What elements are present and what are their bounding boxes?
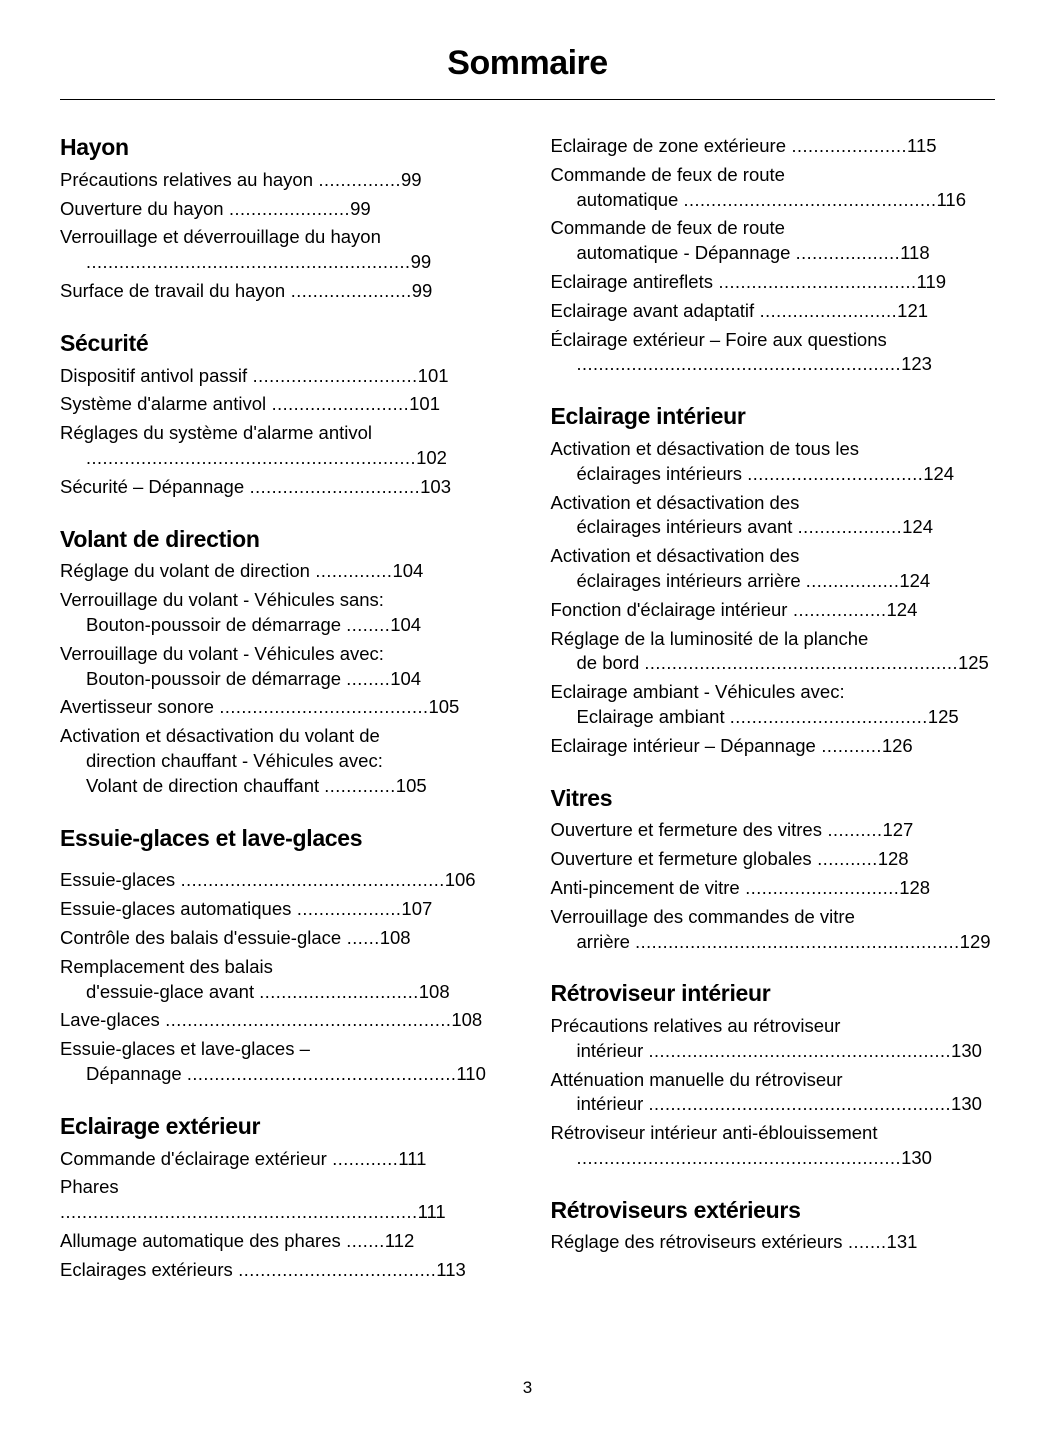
- toc-section-heading: Essuie-glaces et lave-glaces: [60, 824, 363, 851]
- toc-entry[interactable]: [60, 588, 505, 638]
- toc-leader-dots: .......: [340, 1231, 385, 1252]
- toc-leader-dots: ............................: [739, 878, 900, 898]
- toc-entry-title: Contrôle des balais d'essuie-glace: [60, 927, 342, 948]
- toc-entry[interactable]: [551, 270, 996, 295]
- toc-page-number: 123: [901, 353, 932, 375]
- toc-entry[interactable]: [60, 421, 505, 471]
- toc-entry-title: Phares: [60, 1176, 119, 1198]
- toc-entry-continuation: automatique - Dépannage ...................118: [576, 242, 930, 264]
- toc-entry[interactable]: [60, 724, 505, 798]
- toc-section: [551, 980, 996, 1170]
- toc-entry-title: Eclairage antireflets: [550, 271, 713, 292]
- toc-leader-dots: ....................................: [712, 272, 917, 292]
- toc-entry[interactable]: [60, 1175, 505, 1225]
- toc-entry-continuation: intérieur .......................................................130: [576, 1039, 982, 1061]
- toc-page-number: 121: [897, 299, 929, 321]
- toc-entry[interactable]: [60, 695, 505, 720]
- toc-page-number: 124: [886, 598, 918, 620]
- toc-entry-title: Eclairage de zone extérieure: [550, 135, 787, 156]
- toc-entry[interactable]: [551, 734, 996, 759]
- toc-entry[interactable]: [60, 168, 505, 193]
- toc-entry[interactable]: [60, 1037, 505, 1087]
- toc-page-number: 105: [428, 696, 460, 718]
- toc-entry-title: Lave-glaces: [60, 1009, 160, 1031]
- toc-page-number: 106: [444, 869, 476, 891]
- toc-entry-continuation: Volant de direction chauffant .............105: [86, 774, 427, 796]
- toc-section: [60, 134, 505, 304]
- toc-page-number: 126: [881, 734, 913, 756]
- toc-entry[interactable]: [60, 225, 505, 275]
- toc-entry-title: Eclairage ambiant - Véhicules avec:: [550, 681, 845, 703]
- toc-leader-dots: ......: [341, 928, 380, 948]
- toc-entry-title: Précautions relatives au hayon: [60, 168, 313, 190]
- toc-entry-continuation: [551, 1146, 996, 1171]
- toc-leader-dots: .........................................................: [644, 653, 958, 674]
- toc-page-number: 107: [401, 898, 433, 920]
- toc-entry-title: Anti-pincement de vitre: [550, 877, 740, 898]
- toc-page-number: 125: [927, 705, 959, 727]
- toc-entry-title: Atténuation manuelle du rétroviseur: [550, 1068, 843, 1090]
- toc-page-number: 103: [420, 475, 452, 497]
- toc-entry-title: Activation et désactivation des: [550, 491, 800, 513]
- toc-leader-dots: .......................................................: [648, 1094, 952, 1115]
- toc-entry[interactable]: [60, 197, 505, 222]
- toc-leader-dots: ...........................................................: [86, 252, 411, 273]
- toc-entry[interactable]: [551, 134, 996, 159]
- toc-leader-dots: ...........................................................: [576, 1147, 902, 1168]
- toc-page-number: 112: [384, 1230, 415, 1252]
- toc-leader-dots: ............................................................: [86, 448, 417, 468]
- toc-leader-dots: ....................................: [729, 706, 928, 727]
- toc-page-number: 124: [899, 569, 931, 591]
- toc-entry[interactable]: [551, 437, 996, 487]
- toc-entry[interactable]: [60, 642, 505, 692]
- toc-page-number: 130: [951, 1039, 982, 1061]
- toc-leader-dots: ......................: [285, 281, 412, 301]
- toc-page-number: 99: [410, 251, 432, 273]
- toc-entry-title: Surface de travail du hayon: [60, 280, 286, 301]
- toc-entry[interactable]: [551, 216, 996, 266]
- toc-leader-dots: ...................: [291, 899, 402, 920]
- toc-section: [60, 825, 505, 1087]
- toc-leader-dots: ...............................: [244, 476, 421, 497]
- toc-entry[interactable]: [551, 491, 996, 541]
- toc-leader-dots: ..........: [821, 820, 883, 841]
- toc-column-left: [60, 134, 505, 1309]
- toc-entry[interactable]: [60, 1258, 505, 1283]
- toc-entry[interactable]: [60, 475, 505, 500]
- toc-entry[interactable]: [551, 1014, 996, 1064]
- toc-page-number: 101: [417, 364, 449, 386]
- toc-entry[interactable]: [60, 279, 505, 304]
- toc-entry-title: Activation et désactivation du volant de: [60, 725, 380, 747]
- toc-entry-title: Ouverture du hayon: [60, 197, 224, 219]
- toc-entry[interactable]: [551, 876, 996, 901]
- toc-leader-dots: ....................................: [232, 1260, 437, 1281]
- toc-leader-dots: .................: [805, 570, 900, 591]
- toc-entry-continuation: automatique ..............................................116: [576, 188, 967, 210]
- toc-entry-title: Réglage du volant de direction: [60, 560, 310, 582]
- toc-entry-title: Essuie-glaces automatiques: [60, 898, 292, 920]
- toc-entry-continuation: d'essuie-glace avant .............................108: [86, 980, 450, 1002]
- toc-section-heading: Vitres: [550, 784, 613, 811]
- toc-leader-dots: ............: [326, 1148, 399, 1169]
- toc-leader-dots: ...................: [797, 517, 903, 538]
- toc-entry-title: Commande de feux de route: [550, 163, 785, 185]
- toc-entry[interactable]: [551, 598, 996, 623]
- toc-entry-title: Verrouillage du volant - Véhicules avec:: [60, 642, 384, 664]
- toc-page-number: 128: [877, 848, 909, 870]
- toc-page-number: 124: [923, 462, 955, 484]
- toc-entry-continuation: de bord .........................................................125: [576, 652, 989, 674]
- toc-leader-dots: ..............................: [247, 365, 418, 386]
- toc-section-heading: Eclairage extérieur: [60, 1112, 261, 1139]
- toc-page-number: 108: [451, 1009, 483, 1031]
- toc-entry-title: Éclairage extérieur – Foire aux questions: [550, 328, 887, 350]
- toc-leader-dots: ...................: [795, 243, 901, 264]
- toc-entry-title: Avertisseur sonore: [60, 696, 214, 718]
- toc-leader-dots: ....................................................: [159, 1010, 452, 1031]
- toc-entry-title: Réglage de la luminosité de la planche: [550, 627, 869, 649]
- toc-entry[interactable]: [551, 1121, 996, 1171]
- page-title: Sommaire: [447, 44, 608, 82]
- toc-page-number: 104: [390, 614, 422, 635]
- toc-entry-continuation: Dépannage .................................................110: [86, 1063, 486, 1084]
- toc-entry-title: Essuie-glaces: [60, 869, 176, 891]
- toc-page-number: 128: [899, 877, 931, 898]
- toc-entry[interactable]: [60, 926, 505, 951]
- toc-entry[interactable]: [60, 364, 505, 389]
- toc-entry-continuation: [551, 352, 996, 377]
- toc-section-heading: Eclairage intérieur: [550, 403, 746, 430]
- toc-section: [60, 1113, 505, 1283]
- toc-entry-title: Précautions relatives au rétroviseur: [550, 1015, 841, 1037]
- toc-page-number: 129: [959, 930, 991, 952]
- toc-entry-title: Dispositif antivol passif: [60, 364, 248, 386]
- toc-section-heading: Rétroviseurs extérieurs: [550, 1196, 801, 1223]
- toc-leader-dots: ................................................: [175, 870, 445, 891]
- toc-leader-dots: ...........: [815, 735, 882, 756]
- title-divider: [60, 99, 995, 100]
- toc-entry-title: Remplacement des balais: [60, 955, 273, 977]
- toc-page-number: 111: [398, 1147, 427, 1169]
- toc-entry-title: Sécurité – Dépannage: [60, 475, 245, 497]
- toc-leader-dots: ...........................................................: [635, 931, 960, 952]
- toc-leader-dots: .........................: [754, 300, 898, 321]
- toc-leader-dots: .............................: [259, 981, 419, 1002]
- toc-page-number: 130: [901, 1146, 932, 1168]
- toc-entry-title: Essuie-glaces et lave-glaces –: [60, 1038, 310, 1060]
- toc-entry-continuation: arrière ...........................................................129: [576, 930, 991, 952]
- toc-entry[interactable]: [551, 627, 996, 677]
- toc-page-number: 104: [392, 560, 424, 582]
- toc-entry-continuation: Eclairage ambiant ....................................125: [576, 705, 959, 727]
- toc-entry[interactable]: [551, 328, 996, 378]
- toc-entry[interactable]: [60, 1147, 505, 1172]
- toc-page-number: 131: [886, 1231, 918, 1253]
- toc-page-number: 110: [456, 1063, 486, 1084]
- toc-entry-title: Allumage automatique des phares: [60, 1230, 341, 1252]
- toc-page-number: 115: [907, 135, 937, 156]
- toc-page-number: 108: [379, 927, 411, 948]
- toc-section-heading: Volant de direction: [60, 525, 260, 552]
- toc-entry-title: Commande d'éclairage extérieur: [60, 1147, 327, 1169]
- toc-page-number: 105: [395, 774, 427, 796]
- toc-page-number: 116: [936, 188, 967, 210]
- toc-page-number: 113: [436, 1259, 466, 1281]
- toc-page-number: 119: [916, 271, 947, 292]
- toc-column-right: [551, 134, 996, 1309]
- toc-entry-continuation: Bouton-poussoir de démarrage ........104: [86, 614, 422, 635]
- toc-entry-title: Eclairage intérieur – Dépannage: [550, 734, 816, 756]
- toc-entry[interactable]: [60, 1008, 505, 1033]
- toc-entry-title: Fonction d'éclairage intérieur: [550, 598, 788, 620]
- toc-entry-title: Commande de feux de route: [550, 217, 785, 239]
- toc-entry-title: Verrouillage des commandes de vitre: [550, 905, 855, 927]
- toc-entry[interactable]: [60, 868, 505, 893]
- toc-section: [60, 330, 505, 500]
- toc-entry-title: Activation et désactivation de tous les: [550, 438, 860, 459]
- toc-page-number: 99: [401, 168, 422, 190]
- toc-entry[interactable]: [551, 905, 996, 955]
- toc-page-number: 127: [882, 819, 914, 841]
- toc-leader-dots: ..............................................: [683, 189, 937, 210]
- toc-leader-dots: .................................................................: [60, 1202, 418, 1223]
- toc-leader-dots: .....................: [786, 136, 908, 156]
- toc-entry[interactable]: [60, 955, 505, 1005]
- toc-page-number: 124: [902, 516, 933, 538]
- toc-leader-dots: ......................: [223, 198, 351, 219]
- toc-leader-dots: .............: [324, 775, 396, 796]
- page-number: 3: [522, 1378, 533, 1397]
- toc-leader-dots: ...........: [811, 849, 878, 870]
- toc-page-number: 125: [957, 652, 989, 674]
- toc-columns: [60, 134, 995, 1309]
- toc-leader-dots: .................................................: [186, 1064, 457, 1084]
- toc-entry[interactable]: [60, 1229, 505, 1254]
- toc-page-number: 130: [951, 1093, 982, 1115]
- toc-leader-dots: ...............: [312, 169, 401, 190]
- toc-page-number: 101: [409, 393, 440, 415]
- toc-section: [551, 403, 996, 758]
- toc-page-number: 111: [417, 1201, 446, 1223]
- toc-entry[interactable]: [551, 818, 996, 843]
- toc-entry[interactable]: [551, 1230, 996, 1255]
- toc-leader-dots: ...........................................................: [576, 354, 902, 375]
- toc-entry-title: Ouverture et fermeture des vitres: [550, 819, 822, 841]
- toc-leader-dots: ........: [346, 615, 391, 635]
- toc-entry[interactable]: [551, 1068, 996, 1118]
- toc-entry-title: Activation et désactivation des: [550, 545, 800, 567]
- toc-entry-continuation: [60, 250, 505, 275]
- toc-entry-title: Système d'alarme antivol: [60, 393, 267, 415]
- toc-page-number: 102: [416, 447, 447, 468]
- toc-leader-dots: .......................................................: [648, 1040, 952, 1061]
- toc-entry-title: Eclairage avant adaptatif: [550, 299, 755, 321]
- toc-page-number: 99: [350, 197, 371, 219]
- toc-entry-title: Verrouillage et déverrouillage du hayon: [60, 226, 381, 248]
- toc-section-heading: Rétroviseur intérieur: [550, 980, 771, 1007]
- toc-entry[interactable]: [60, 392, 505, 417]
- toc-entry[interactable]: [60, 897, 505, 922]
- toc-entry-title: Réglages du système d'alarme antivol: [60, 422, 373, 444]
- toc-entry-continuation: direction chauffant - Véhicules avec:: [86, 750, 383, 771]
- toc-entry[interactable]: [551, 847, 996, 872]
- toc-entry[interactable]: [60, 559, 505, 584]
- toc-entry[interactable]: [551, 163, 996, 213]
- toc-section-heading: Sécurité: [60, 329, 149, 356]
- toc-entry[interactable]: [551, 299, 996, 324]
- toc-section: [551, 785, 996, 955]
- toc-entry-title: Rétroviseur intérieur anti-éblouissement: [550, 1122, 878, 1144]
- toc-leader-dots: ..............: [309, 561, 393, 582]
- toc-entry-continuation: éclairages intérieurs arrière .................124: [576, 569, 931, 591]
- toc-entry-title: Réglage des rétroviseurs extérieurs: [550, 1231, 843, 1253]
- toc-section: [551, 1197, 996, 1256]
- toc-entry-continuation: Bouton-poussoir de démarrage ........104: [86, 667, 422, 689]
- toc-section-heading: Hayon: [60, 134, 129, 160]
- toc-page-number: 99: [411, 280, 433, 301]
- toc-leader-dots: ........: [346, 668, 391, 689]
- toc-entry-continuation: intérieur .......................................................130: [576, 1093, 982, 1115]
- toc-section: [60, 526, 505, 799]
- toc-page-number: 104: [390, 667, 422, 689]
- toc-leader-dots: .................: [787, 599, 887, 620]
- toc-entry-continuation: [60, 446, 505, 471]
- toc-entry-continuation: éclairages intérieurs ................................124: [576, 462, 955, 484]
- toc-entry[interactable]: [551, 680, 996, 730]
- toc-entry-title: Verrouillage du volant - Véhicules sans:: [60, 589, 384, 611]
- toc-entry-title: Eclairages extérieurs: [60, 1259, 233, 1281]
- section-spacer: [60, 858, 505, 868]
- toc-leader-dots: ................................: [747, 463, 924, 484]
- toc-leader-dots: .......: [842, 1232, 887, 1253]
- toc-page-number: 108: [418, 980, 450, 1002]
- toc-leader-dots: ......................................: [213, 697, 429, 718]
- toc-entry-continuation: éclairages intérieurs avant ...................124: [576, 516, 933, 538]
- toc-section: [551, 134, 996, 377]
- toc-page-number: 118: [900, 242, 930, 264]
- toc-leader-dots: .........................: [266, 394, 410, 415]
- toc-entry-title: Ouverture et fermeture globales: [550, 848, 812, 870]
- toc-entry[interactable]: [551, 544, 996, 594]
